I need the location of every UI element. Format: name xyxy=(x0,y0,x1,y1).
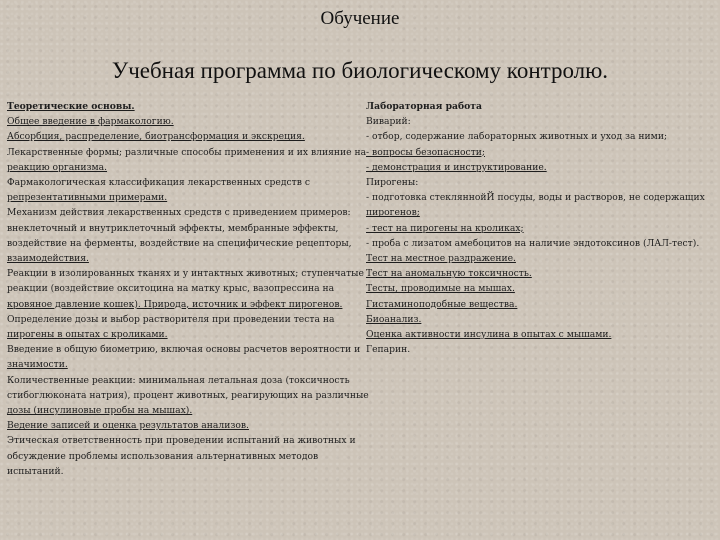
theory-line: Количественные реакции: минимальная летальная доза (токсичность xyxy=(7,374,350,386)
lab-line: Биоанализ. xyxy=(366,313,422,325)
lab-line: Пирогены: xyxy=(366,177,419,189)
lab-line: Тесты, проводимые на мышах. xyxy=(366,283,515,295)
lab-column xyxy=(366,99,705,357)
theory-line: Реакции в изолированных тканях и у интактных животных; ступенчатые xyxy=(7,268,364,280)
theory-line: дозы (инсулиновые пробы на мышах). xyxy=(7,405,193,417)
lab-line: Оценка активности инсулина в опытах с мышами. xyxy=(366,329,612,341)
lab-line: - тест на пирогены на кроликах; xyxy=(366,222,524,234)
lab-line: - демонстрация и инструктирование. xyxy=(366,161,547,173)
lab-line: пирогенов; xyxy=(366,207,420,219)
page-subtitle: Учебная программа по биологическому контролю. xyxy=(111,58,609,83)
theory-line: взаимодействия. xyxy=(7,253,89,265)
lab-line: Гепарин. xyxy=(366,344,411,356)
theory-line: реакции (воздействие окситоцина на матку крыс, вазопрессина на xyxy=(7,283,335,295)
theory-line: реакцию организма. xyxy=(7,161,107,173)
theory-line: репрезентативными примерами. xyxy=(7,192,168,204)
lab-heading: Лабораторная работа xyxy=(366,101,482,112)
lab-line: - отбор, содержание лабораторных животных и уход за ними; xyxy=(366,131,668,143)
theory-line: воздействие на ферменты, воздействие на специфические рецепторы, xyxy=(7,237,352,249)
theory-heading: Теоретические основы. xyxy=(7,101,135,112)
theory-line: внеклеточный и внутриклеточный эффекты, мембранные эффекты, xyxy=(7,222,339,234)
theory-line: Фармакологическая классификация лекарственных средств с xyxy=(7,177,310,189)
theory-line: пирогены в опытах с кроликами. xyxy=(7,329,168,341)
theory-line: Абсорбция, распределение, биотрансформация и экскреция. xyxy=(7,131,305,143)
theory-line: Определение дозы и выбор растворителя при проведении теста на xyxy=(7,313,335,325)
theory-column xyxy=(7,99,369,479)
lab-line: - подготовка стекляннойЙ посуды, воды и растворов, не содержащих xyxy=(366,192,705,204)
theory-line: Механизм действия лекарственных средств с приведением примеров: xyxy=(7,207,351,219)
lab-line: Тест на местное раздражение. xyxy=(366,253,516,265)
theory-line: стибоглюконата натрия), процент животных, реагирующих на различные xyxy=(7,389,369,401)
theory-line: значимости. xyxy=(7,359,68,371)
theory-line: Введение в общую биометрию, включая основы расчетов вероятности и xyxy=(7,344,361,356)
lab-line: Виварий: xyxy=(366,116,411,128)
lab-line: Гистаминоподобные вещества. xyxy=(366,298,518,310)
theory-line: Ведение записей и оценка результатов анализов. xyxy=(7,420,249,432)
theory-line: Этическая ответственность при проведении испытаний на животных и xyxy=(7,435,356,447)
page-header-title: Обучение xyxy=(320,8,400,29)
theory-line: Лекарственные формы; различные способы применения и их влияние на xyxy=(7,146,367,158)
lab-line: - проба с лизатом амебоцитов на наличие эндотоксинов (ЛАЛ-тест). xyxy=(366,237,700,249)
lab-line: Тест на аномальную токсичность. xyxy=(366,268,532,280)
theory-line: Общее введение в фармакологию. xyxy=(7,116,174,128)
theory-line: обсуждение проблемы использования альтернативных методов xyxy=(7,450,319,462)
lab-line: - вопросы безопасности; xyxy=(366,146,486,158)
theory-line: испытаний. xyxy=(7,465,64,477)
theory-line: кровяное давление кошек). Природа, источник и эффект пирогенов. xyxy=(7,298,343,310)
